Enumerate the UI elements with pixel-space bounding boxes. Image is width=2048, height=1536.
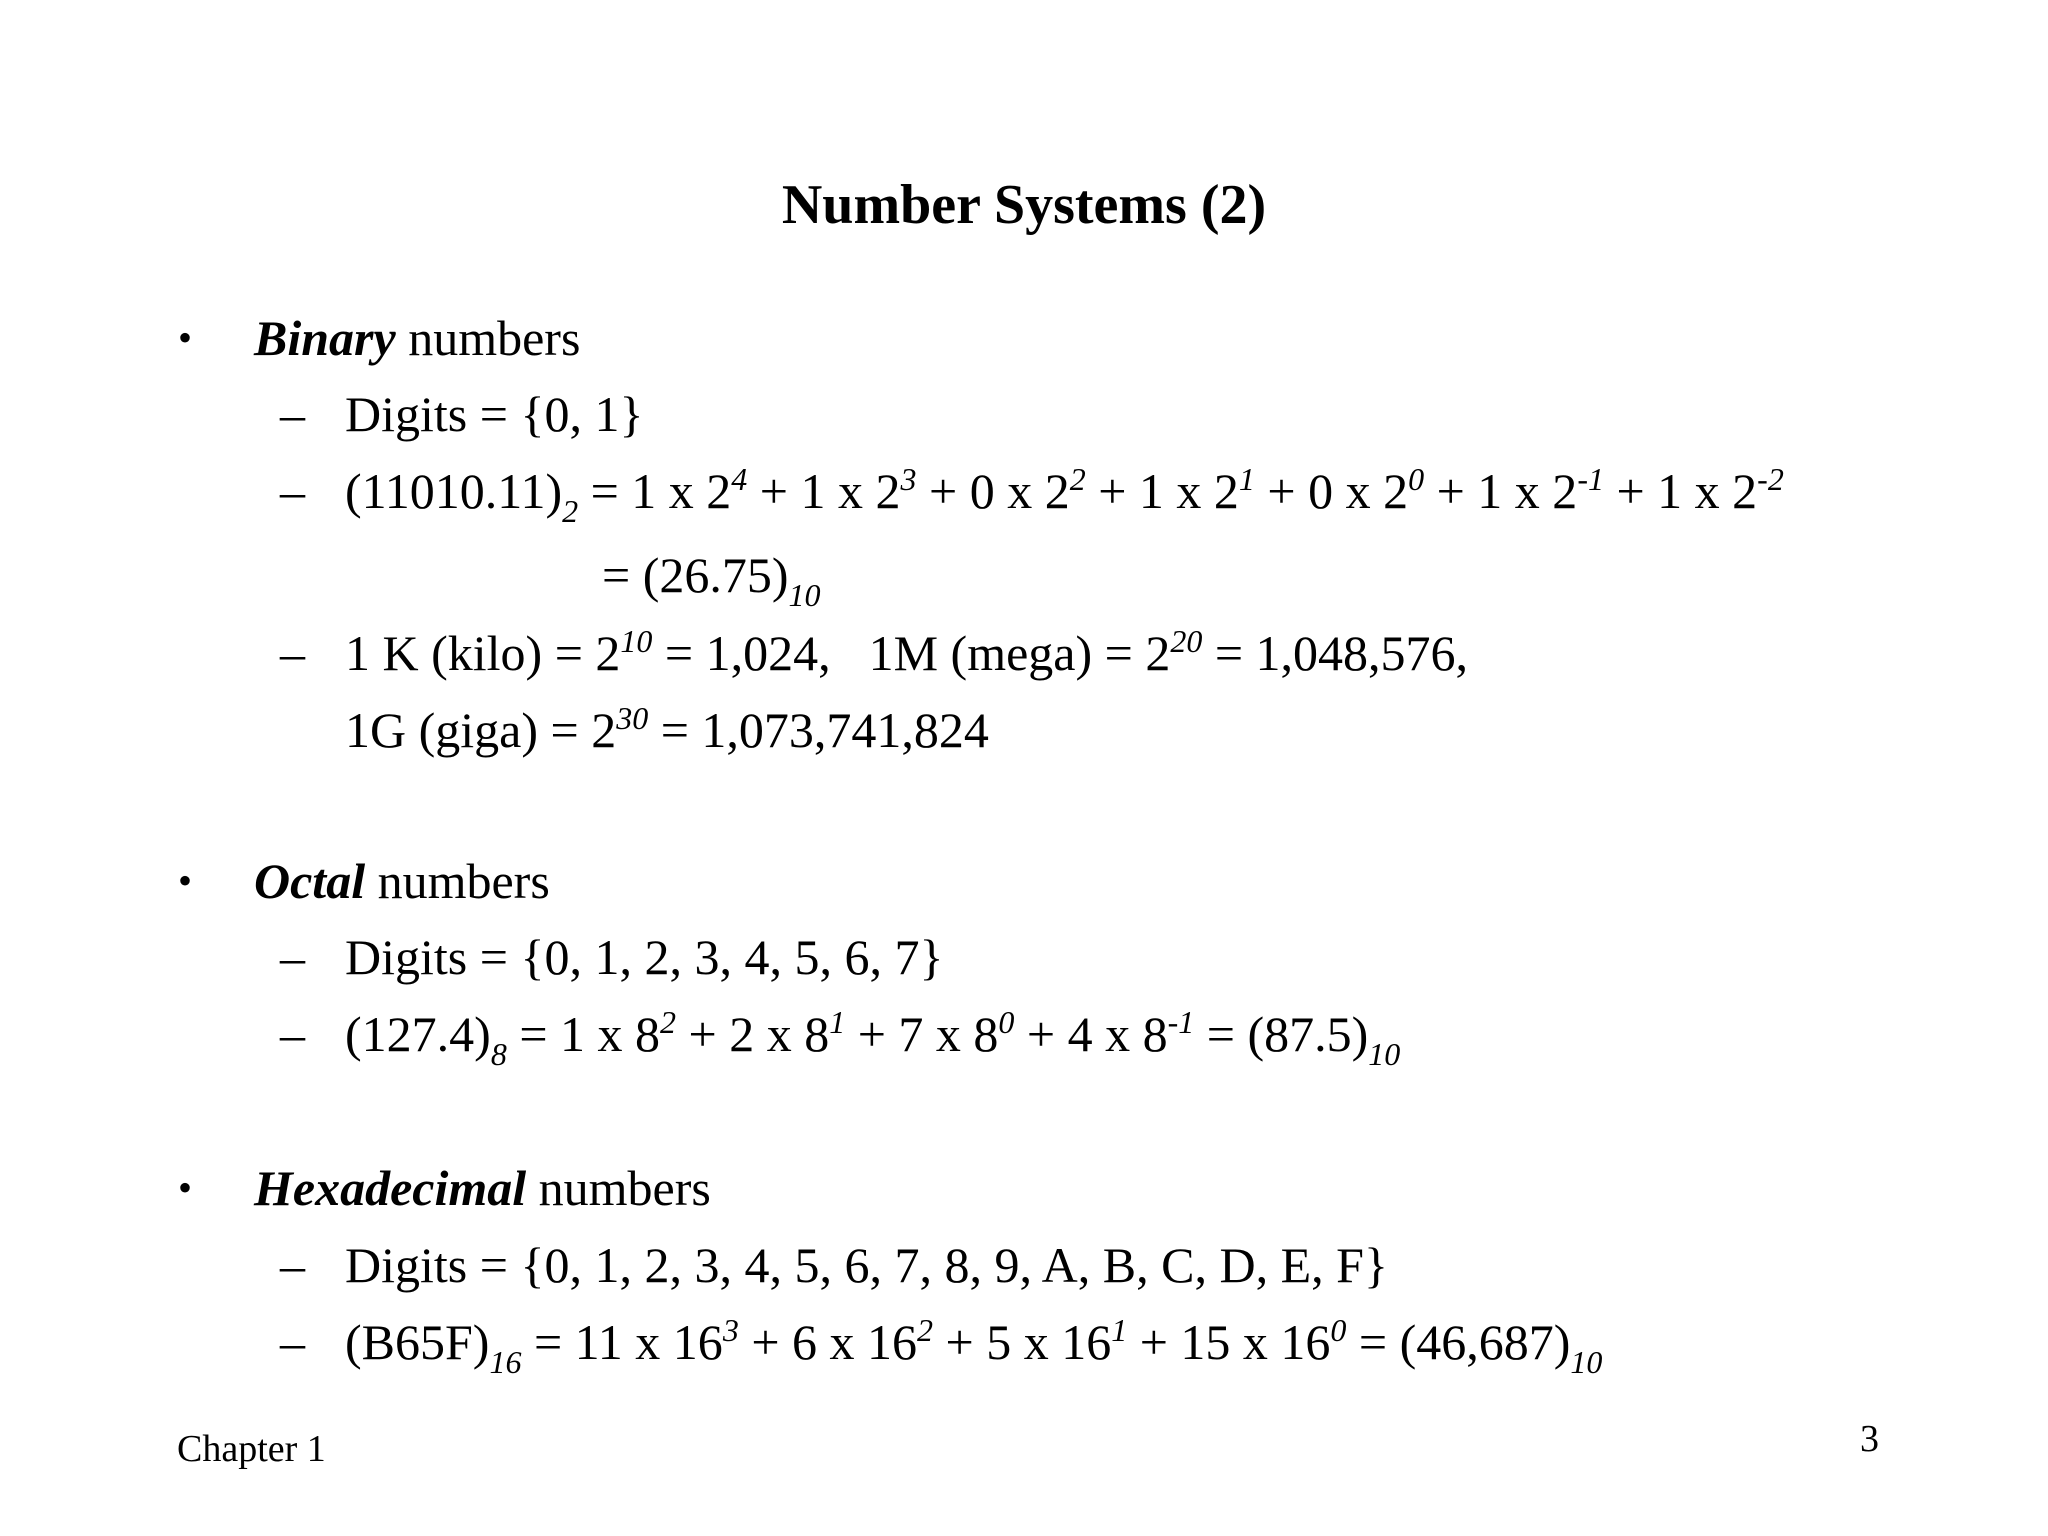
- dash-icon: –: [280, 386, 305, 442]
- octal-number: (127.4): [345, 1006, 491, 1062]
- binary-result: [602, 545, 821, 613]
- binary-digits: Digits = {0, 1}: [345, 386, 644, 442]
- exponent: -1: [1167, 1004, 1195, 1040]
- dash-icon: –: [280, 1237, 305, 1293]
- giga-value: = 1,073,741,824: [648, 702, 989, 758]
- binary-number: (11010.11): [345, 463, 563, 519]
- term: + 1 x 2: [1603, 463, 1758, 519]
- bullet-icon: •: [178, 315, 193, 360]
- term: = 1 x 8: [506, 1006, 661, 1062]
- exponent: 0: [1408, 461, 1425, 497]
- exponent: 3: [722, 1312, 739, 1348]
- binary-result-base: 10: [788, 577, 821, 613]
- slide-title: Number Systems (2): [781, 174, 1267, 236]
- hex-base: 16: [489, 1344, 522, 1380]
- kilo-text: 1 K (kilo) = 2: [345, 625, 621, 681]
- exponent: 0: [998, 1004, 1015, 1040]
- term: = 1 x 2: [578, 463, 732, 519]
- binary-keyword: Binary: [254, 310, 396, 366]
- hex-keyword: Hexadecimal: [254, 1160, 527, 1216]
- dash-icon: –: [280, 625, 305, 681]
- bullet-icon: •: [178, 858, 193, 903]
- binary-suffix: numbers: [395, 310, 581, 366]
- binary-result-value: = (26.75): [602, 547, 789, 603]
- octal-suffix: numbers: [365, 853, 550, 909]
- octal-result-base: 10: [1368, 1036, 1401, 1072]
- mega-value: = 1,048,576,: [1202, 625, 1469, 681]
- giga-text: 1G (giga) = 2: [345, 702, 617, 758]
- binary-base: 2: [562, 493, 579, 529]
- term: = 11 x 16: [521, 1314, 723, 1370]
- octal-result-value: = (87.5): [1194, 1006, 1369, 1062]
- exponent: 1: [1238, 461, 1255, 497]
- dash-icon: –: [280, 1314, 305, 1370]
- term: + 1 x 2: [1085, 463, 1239, 519]
- octal-heading: [254, 851, 550, 911]
- binary-units-line1: [345, 623, 1468, 683]
- octal-keyword: Octal: [254, 853, 366, 909]
- exponent: 3: [900, 461, 917, 497]
- bullet-icon: •: [178, 1165, 193, 1210]
- dash-icon: –: [280, 1006, 305, 1062]
- hex-result-value: = (46,687): [1346, 1314, 1571, 1370]
- term: + 0 x 2: [916, 463, 1070, 519]
- term: + 1 x 2: [1424, 463, 1578, 519]
- binary-heading: [254, 308, 580, 368]
- exponent: 20: [1170, 623, 1203, 659]
- exponent: -2: [1757, 461, 1784, 497]
- exponent: 1: [1111, 1312, 1128, 1348]
- octal-expansion: [345, 1004, 1401, 1072]
- exponent: 2: [1069, 461, 1086, 497]
- hex-heading: [254, 1158, 711, 1218]
- term: + 4 x 8: [1014, 1006, 1168, 1062]
- octal-base: 8: [490, 1036, 507, 1072]
- exponent: -1: [1577, 461, 1604, 497]
- exponent: 2: [917, 1312, 934, 1348]
- exponent: 30: [616, 700, 649, 736]
- dash-icon: –: [280, 929, 305, 985]
- term: + 7 x 8: [845, 1006, 999, 1062]
- exponent: 0: [1330, 1312, 1347, 1348]
- exponent: 1: [829, 1004, 846, 1040]
- term: + 15 x 16: [1127, 1314, 1331, 1370]
- exponent: 4: [731, 461, 748, 497]
- footer-chapter: Chapter 1: [177, 1428, 326, 1470]
- term: + 6 x 16: [738, 1314, 918, 1370]
- hex-suffix: numbers: [526, 1160, 711, 1216]
- binary-expansion: [345, 461, 1784, 529]
- term: + 2 x 8: [676, 1006, 830, 1062]
- hex-number: (B65F): [345, 1314, 490, 1370]
- hex-expansion: [345, 1312, 1603, 1380]
- term: + 0 x 2: [1254, 463, 1409, 519]
- term: + 5 x 16: [933, 1314, 1112, 1370]
- exponent: 10: [620, 623, 653, 659]
- octal-digits: Digits = {0, 1, 2, 3, 4, 5, 6, 7}: [345, 929, 944, 985]
- kilo-value: = 1,024,: [652, 625, 831, 681]
- page-number: 3: [1860, 1418, 1879, 1460]
- binary-units-line2: [345, 700, 989, 760]
- term: + 1 x 2: [747, 463, 901, 519]
- hex-digits: Digits = {0, 1, 2, 3, 4, 5, 6, 7, 8, 9, A, B, C, D, E, F}: [345, 1237, 1388, 1293]
- exponent: 2: [660, 1004, 677, 1040]
- hex-result-base: 10: [1570, 1344, 1603, 1380]
- mega-text: 1M (mega) = 2: [868, 625, 1171, 681]
- dash-icon: –: [280, 463, 305, 519]
